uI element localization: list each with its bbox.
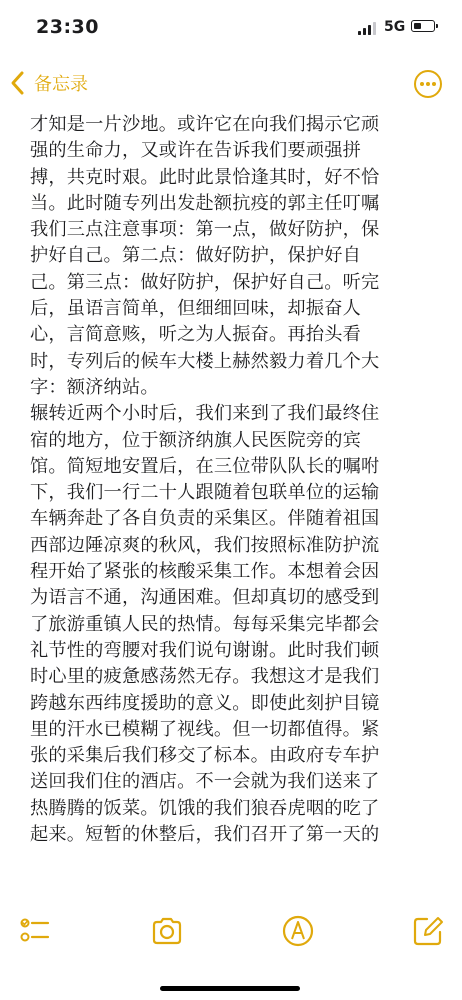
back-button-label: 备忘录 — [34, 74, 88, 95]
bottom-toolbar — [0, 898, 462, 970]
compose-icon[interactable] — [411, 914, 445, 948]
checklist-icon[interactable] — [18, 914, 52, 948]
note-paragraph: 才知是一片沙地。或许它在向我们揭示它顽 强的生命力，又或许在告诉我们要顽强拼 搏，共克时艰。此时此景恰逢其时，好不恰 当。此时随专列出发赴额抗疫的郭主任叮嘱 我们三点注意事项：第一点，做好防护，保 护好自己。第二点：做好防护，保护好自 己。第三点：做好防护，保护好自己。听完 后，虽语言简单，但细细回味，却振奋人 心，言简意赅，听之为人振奋。再抬头看 时，专列后的候车大楼上赫然毅力着几个大 字：额济纳站。 — [30, 114, 380, 398]
note-body[interactable] — [30, 112, 438, 899]
note-paragraph: 辗转近两个小时后，我们来到了我们最终住 宿的地方，位于额济纳旗人民医院旁的宾 馆。简短地安置后，在三位带队队长的嘱咐 下，我们一行二十人跟随着包联单位的运输 车辆奔赴了各自负责的采集区。伴随着祖国 西部边陲凉爽的秋风，我们按照标准防护流 程开始了紧张的核酸采集工作。本想着会因 为语言不通，沟通困难。但却真切的感受到 了旅游重镇人民的热情。每每采集完毕都会 礼节性的弯腰对我们说句谢谢。此时我们顿 时心里的疲惫感荡然无存。我想这才是我们 跨越东西纬度援助的意义。即使此刻护目镜 里的汗水已模糊了视线。但一切都值得。紧 张的采集后我们移交了标本。由政府专车护 送回我们住的酒店。不一会就为我们送来了 热腾腾的饭菜。饥饿的我们狼吞虎咽的吃了 起来。短暂的休整后，我们召开了第一天的 — [30, 403, 380, 846]
nav-bar — [0, 56, 462, 112]
status-bar — [0, 0, 462, 56]
battery-level — [414, 23, 421, 29]
ellipsis-circle-icon[interactable] — [413, 69, 443, 99]
pen-tip-icon[interactable] — [281, 914, 315, 948]
battery-icon — [411, 20, 435, 32]
back-button[interactable] — [8, 66, 88, 100]
network-type: 5G — [384, 19, 406, 35]
signal-strength-icon — [358, 22, 376, 35]
chevron-left-icon — [8, 70, 28, 96]
home-indicator — [160, 986, 300, 991]
camera-icon[interactable] — [150, 914, 184, 948]
status-time: 23:30 — [36, 16, 99, 38]
battery-tip — [436, 24, 438, 28]
